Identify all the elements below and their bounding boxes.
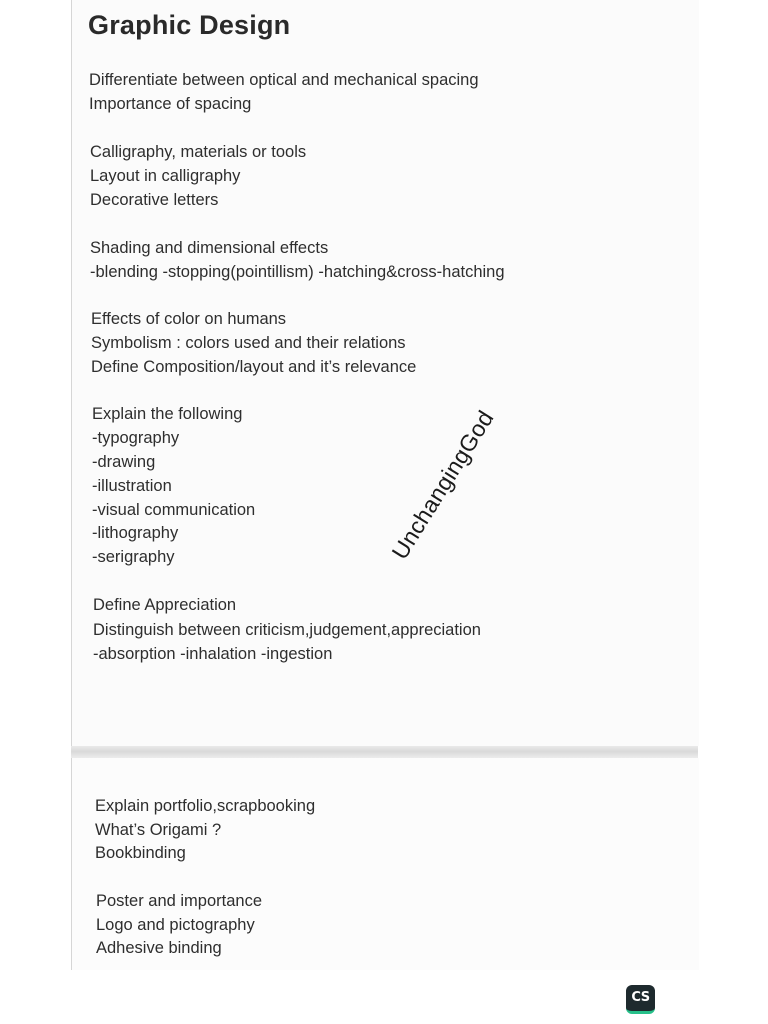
page-divider bbox=[71, 746, 698, 758]
note-line: -lithography bbox=[92, 524, 179, 542]
note-line: Distinguish between criticism,judgement,appreciation bbox=[93, 621, 481, 639]
note-line: -drawing bbox=[92, 453, 156, 471]
note-line: Define Composition/layout and it’s relevance bbox=[91, 358, 417, 376]
note-line: Decorative letters bbox=[90, 191, 219, 209]
note-line: Effects of color on humans bbox=[91, 310, 287, 328]
note-line: -typography bbox=[92, 429, 180, 447]
watermark-text: UnchangingGod bbox=[386, 405, 499, 564]
camscanner-logo-icon: CS bbox=[626, 985, 655, 1014]
note-line: -absorption -inhalation -ingestion bbox=[93, 645, 333, 663]
note-line: What’s Origami ? bbox=[95, 821, 222, 839]
note-line: -visual communication bbox=[92, 501, 256, 519]
note-line: Explain the following bbox=[92, 405, 243, 423]
note-line: Layout in calligraphy bbox=[90, 167, 241, 185]
note-line: Importance of spacing bbox=[89, 95, 252, 113]
note-line: Define Appreciation bbox=[93, 596, 237, 614]
note-line: Differentiate between optical and mechanical spacing bbox=[89, 71, 479, 89]
document-title: Graphic Design bbox=[88, 10, 291, 40]
note-line: Logo and pictography bbox=[96, 916, 255, 934]
note-line: Shading and dimensional effects bbox=[90, 239, 329, 257]
note-line: -blending -stopping(pointillism) -hatching&cross-hatching bbox=[90, 263, 505, 281]
note-line: Adhesive binding bbox=[96, 939, 222, 957]
note-line: -serigraphy bbox=[92, 548, 175, 566]
note-line: Calligraphy, materials or tools bbox=[90, 143, 307, 161]
note-line: Bookbinding bbox=[95, 844, 186, 862]
note-line: -illustration bbox=[92, 477, 172, 495]
note-line: Symbolism : colors used and their relations bbox=[91, 334, 406, 352]
note-line: Poster and importance bbox=[96, 892, 263, 910]
note-line: Explain portfolio,scrapbooking bbox=[95, 797, 316, 815]
